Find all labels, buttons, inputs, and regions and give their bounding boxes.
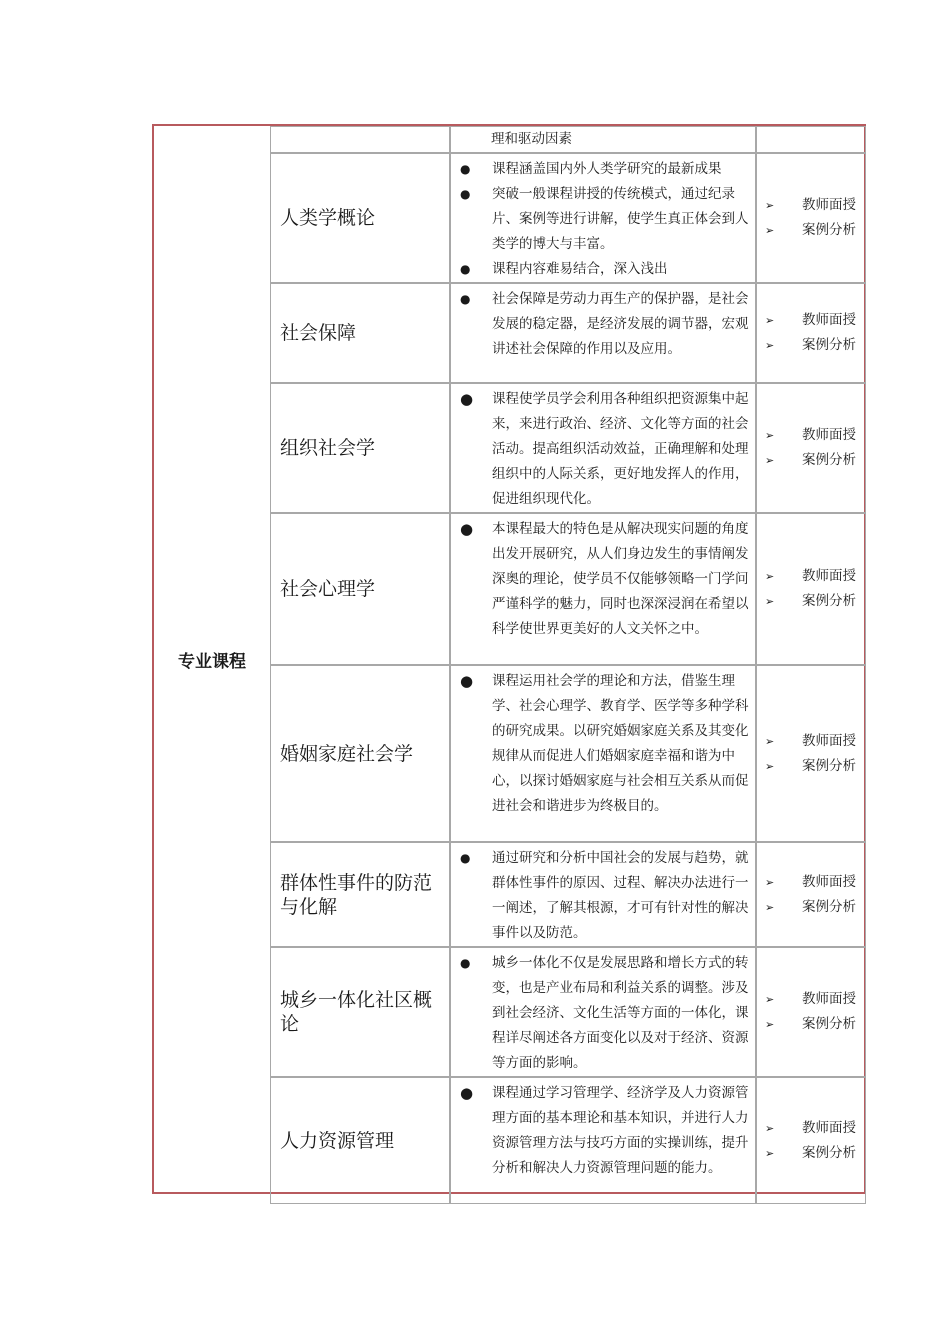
bullet-icon: ● xyxy=(460,162,471,176)
method-text: 案例分析 xyxy=(802,222,856,238)
course-name: 婚姻家庭社会学 xyxy=(280,742,414,765)
course-row xyxy=(270,513,866,665)
course-row xyxy=(270,842,866,947)
arrow-icon: ➢ xyxy=(765,900,775,914)
arrow-icon: ➢ xyxy=(765,1018,775,1031)
description-bullet xyxy=(451,669,755,819)
method-item xyxy=(757,448,865,473)
arrow-icon: ➢ xyxy=(765,1146,775,1160)
description-text: 课程使学员学会利用各种组织把资源集中起来，来进行政治、经济、文化等方面的社会活动。提高组织活动效益，正确理解和处理组织中的人际关系，更好地发挥人的作用，促进组织现代化。 xyxy=(492,391,749,507)
method-text: 教师面授 xyxy=(802,1119,856,1136)
course-name-cell xyxy=(270,513,450,665)
method-text: 教师面授 xyxy=(802,732,856,749)
method-text: 案例分析 xyxy=(802,1016,856,1032)
course-name: 群体性事件的防范与化解 xyxy=(280,871,433,918)
course-desc-cell xyxy=(450,665,756,842)
course-name-cell xyxy=(270,842,450,947)
bullet-icon: ● xyxy=(460,187,471,201)
course-name-cell xyxy=(270,126,450,153)
arrow-icon: ➢ xyxy=(765,595,775,608)
method-item xyxy=(757,564,865,589)
method-item xyxy=(757,308,865,333)
course-name-cell xyxy=(270,665,450,842)
bullet-icon: ● xyxy=(460,851,471,865)
arrow-icon: ➢ xyxy=(765,993,775,1006)
course-method-cell xyxy=(756,383,866,513)
continuation-text: 理和驱动因素 xyxy=(491,131,572,147)
description-bullet xyxy=(451,517,755,642)
method-item xyxy=(757,1141,865,1166)
course-row xyxy=(270,947,866,1077)
description-bullet xyxy=(451,182,755,257)
method-item xyxy=(757,423,865,448)
course-method-cell xyxy=(756,126,866,153)
course-desc-cell xyxy=(450,383,756,513)
description-text: 城乡一体化不仅是发展思路和增长方式的转变，也是产业布局和利益关系的调整。涉及到社会经济、文化生活等方面的一体化，课程详尽阐述各方面变化以及对于经济、资源等方面的影响。 xyxy=(492,955,749,1071)
course-name: 社会心理学 xyxy=(280,578,376,600)
course-method-cell xyxy=(756,842,866,947)
course-row xyxy=(270,665,866,842)
arrow-icon: ➢ xyxy=(765,339,775,352)
arrow-icon: ➢ xyxy=(765,1121,775,1135)
description-text: 突破一般课程讲授的传统模式，通过纪录片、案例等进行讲解，使学生真正体会到人类学的博大与丰富。 xyxy=(492,186,749,252)
course-name: 人类学概论 xyxy=(280,207,376,229)
bullet-icon: ● xyxy=(460,520,474,538)
course-name: 社会保障 xyxy=(280,322,357,344)
method-item xyxy=(757,589,865,614)
description-bullet xyxy=(451,387,755,512)
description-bullet xyxy=(451,1081,755,1181)
course-method-cell xyxy=(756,1077,866,1204)
bullet-icon: ● xyxy=(460,1084,474,1102)
course-table xyxy=(152,124,866,1194)
method-item xyxy=(757,193,865,218)
method-item xyxy=(757,1116,865,1141)
description-text: 通过研究和分析中国社会的发展与趋势，就群体性事件的原因、过程、解决办法进行一一阐述，了解其根源，才可有针对性的解决事件以及防范。 xyxy=(492,850,749,941)
method-item xyxy=(757,987,865,1012)
description-bullet xyxy=(451,157,755,182)
method-text: 案例分析 xyxy=(802,898,856,915)
course-name: 组织社会学 xyxy=(280,437,376,459)
course-method-cell xyxy=(756,665,866,842)
bullet-icon: ● xyxy=(460,672,474,690)
description-text: 课程运用社会学的理论和方法，借鉴生理学、社会心理学、教育学、医学等多种学科的研究成果。以研究婚姻家庭关系及其变化规律从而促进人们婚姻家庭幸福和谐为中心，以探讨婚姻家庭与社会相互关系从而促进社会和谐进步为终极目的。 xyxy=(492,673,749,814)
method-text: 教师面授 xyxy=(802,197,856,213)
course-method-cell xyxy=(756,283,866,383)
course-desc-cell xyxy=(450,1077,756,1204)
method-item xyxy=(757,1012,865,1037)
category-label: 专业课程 xyxy=(178,651,246,672)
bullet-icon: ● xyxy=(460,956,471,970)
bullet-icon: ● xyxy=(460,292,471,306)
course-name: 人力资源管理 xyxy=(280,1129,395,1152)
method-item xyxy=(757,729,865,754)
description-bullet xyxy=(451,287,755,362)
course-desc-cell xyxy=(450,947,756,1077)
method-item xyxy=(757,870,865,895)
description-text: 课程内容难易结合，深入浅出 xyxy=(492,261,668,277)
continuation-row xyxy=(270,126,866,153)
course-name-cell xyxy=(270,283,450,383)
description-text: 本课程最大的特色是从解决现实问题的角度出发开展研究，从人们身边发生的事情阐发深奥的理论，使学员不仅能够领略一门学问严谨科学的魅力，同时也深深浸润在希望以科学使世界更美好的人文关怀之中。 xyxy=(492,521,749,637)
arrow-icon: ➢ xyxy=(765,224,775,237)
method-item xyxy=(757,333,865,358)
arrow-icon: ➢ xyxy=(765,314,775,327)
course-desc-cell xyxy=(450,513,756,665)
course-row xyxy=(270,153,866,283)
bullet-icon: ● xyxy=(460,390,474,408)
method-text: 教师面授 xyxy=(802,991,856,1007)
course-name-cell xyxy=(270,1077,450,1204)
course-desc-cell xyxy=(450,283,756,383)
course-row xyxy=(270,1077,866,1204)
method-text: 教师面授 xyxy=(802,427,856,443)
course-name-cell xyxy=(270,383,450,513)
course-desc-cell xyxy=(450,153,756,283)
arrow-icon: ➢ xyxy=(765,875,775,889)
course-method-cell xyxy=(756,513,866,665)
method-text: 案例分析 xyxy=(802,593,856,609)
course-name-cell xyxy=(270,947,450,1077)
method-text: 案例分析 xyxy=(802,1144,856,1161)
method-text: 教师面授 xyxy=(802,568,856,584)
course-desc-cell xyxy=(450,842,756,947)
arrow-icon: ➢ xyxy=(765,199,775,212)
description-text: 课程涵盖国内外人类学研究的最新成果 xyxy=(492,161,722,177)
method-text: 教师面授 xyxy=(802,312,856,328)
description-bullet xyxy=(451,846,755,946)
arrow-icon: ➢ xyxy=(765,454,775,467)
method-text: 案例分析 xyxy=(802,757,856,774)
description-bullet xyxy=(451,951,755,1076)
course-name: 城乡一体化社区概论 xyxy=(280,989,433,1035)
arrow-icon: ➢ xyxy=(765,429,775,442)
course-method-cell xyxy=(756,947,866,1077)
course-row xyxy=(270,383,866,513)
description-text: 社会保障是劳动力再生产的保护器，是社会发展的稳定器，是经济发展的调节器，宏观讲述社会保障的作用以及应用。 xyxy=(492,291,749,357)
course-desc-cell xyxy=(450,126,756,153)
course-grid xyxy=(270,126,866,1204)
description-bullet xyxy=(451,257,755,282)
method-text: 教师面授 xyxy=(802,873,856,890)
bullet-icon: ● xyxy=(460,262,471,276)
method-item xyxy=(757,218,865,243)
arrow-icon: ➢ xyxy=(765,759,775,773)
method-item xyxy=(757,754,865,779)
arrow-icon: ➢ xyxy=(765,570,775,583)
method-text: 案例分析 xyxy=(802,337,856,353)
course-method-cell xyxy=(756,153,866,283)
course-row xyxy=(270,283,866,383)
arrow-icon: ➢ xyxy=(765,734,775,748)
method-text: 案例分析 xyxy=(802,452,856,468)
description-text: 课程通过学习管理学、经济学及人力资源管理方面的基本理论和基本知识，并进行人力资源管理方法与技巧方面的实操训练，提升分析和解决人力资源管理问题的能力。 xyxy=(492,1085,749,1176)
method-item xyxy=(757,895,865,920)
course-name-cell xyxy=(270,153,450,283)
